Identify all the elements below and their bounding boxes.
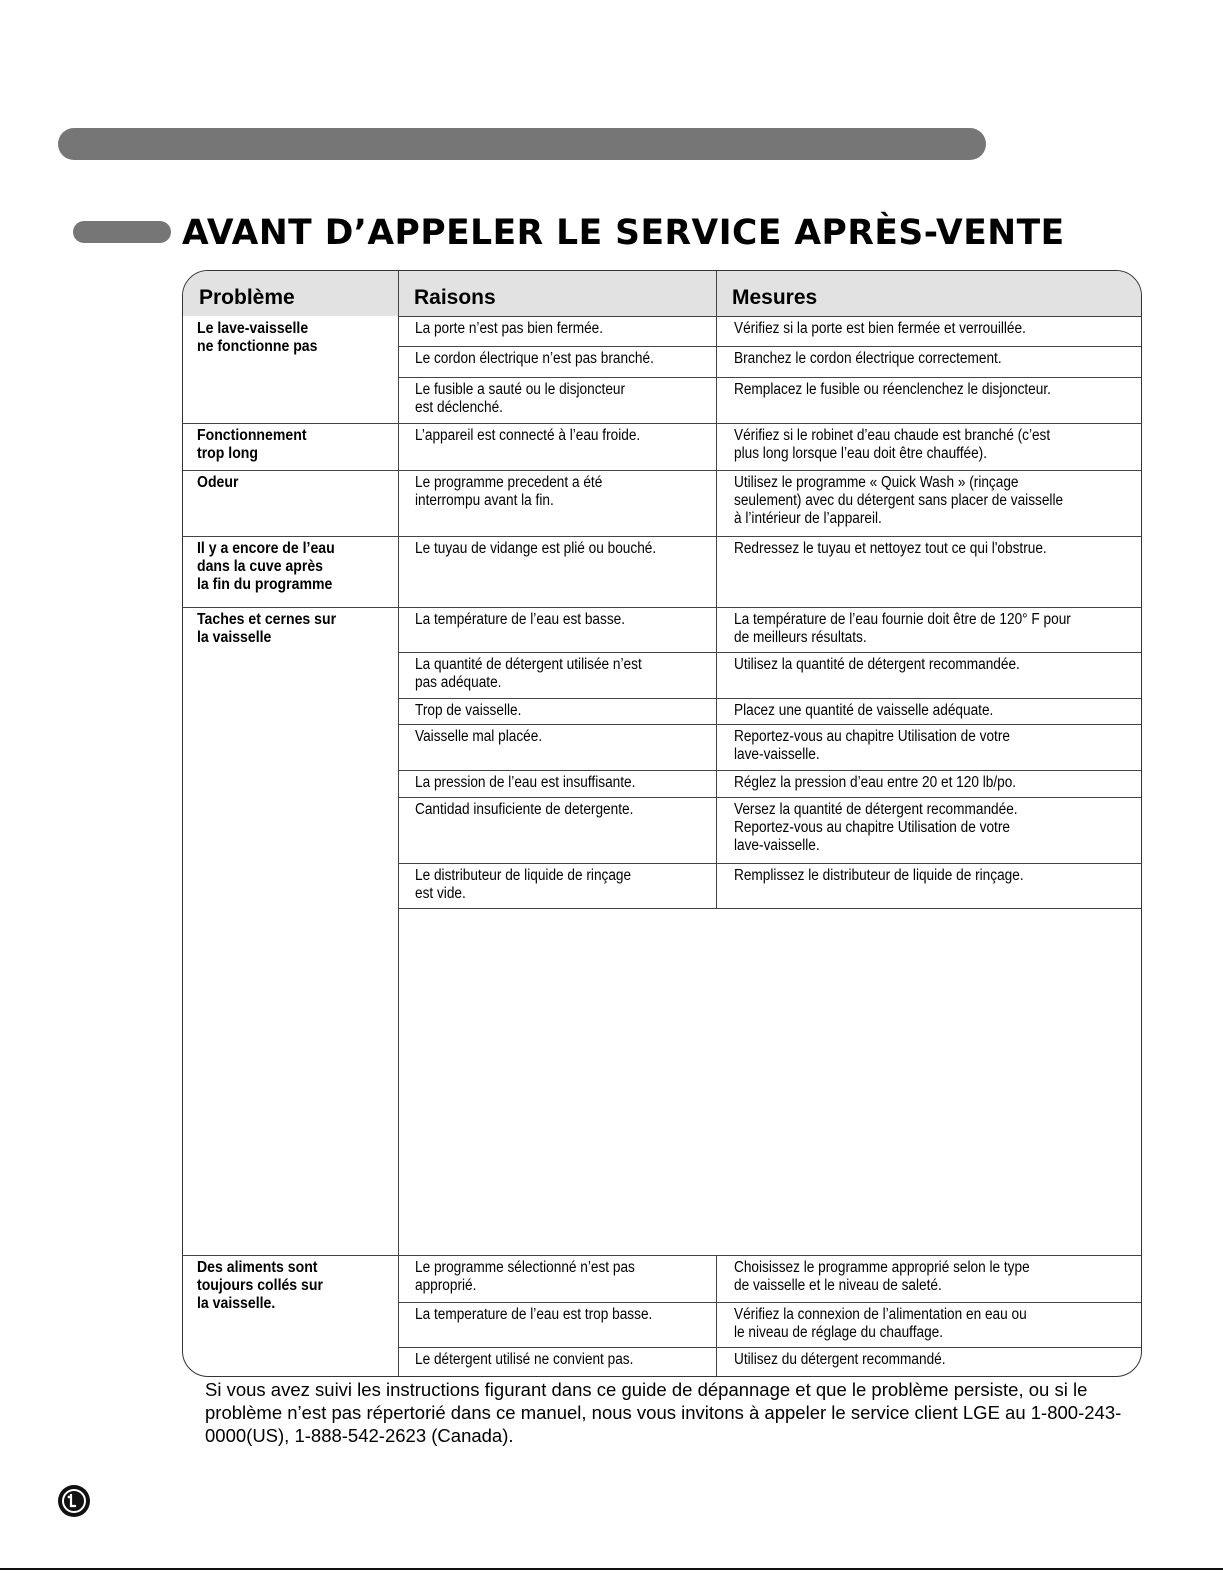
row-divider bbox=[398, 698, 1142, 699]
reason-cell: La quantité de détergent utilisée n’est pas adéquate. bbox=[415, 656, 642, 691]
column-divider bbox=[398, 271, 399, 1376]
reason-cell: La temperature de l’eau est trop basse. bbox=[415, 1306, 653, 1323]
row-divider bbox=[398, 908, 1142, 909]
row-divider bbox=[398, 316, 1142, 317]
measure-cell: Utilisez la quantité de détergent recommandée. bbox=[734, 656, 1020, 673]
section-divider bbox=[183, 470, 1142, 471]
measure-cell: Reportez-vous au chapitre Utilisation de votre lave-vaisselle. bbox=[734, 728, 1010, 763]
reason-cell: Cantidad insuficiente de detergente. bbox=[415, 801, 634, 818]
reason-cell: Le cordon électrique n’est pas branché. bbox=[415, 350, 654, 367]
measure-cell: Vérifiez si la porte est bien fermée et verrouillée. bbox=[734, 320, 1026, 337]
measure-cell: Utilisez du détergent recommandé. bbox=[734, 1351, 946, 1368]
problem-cell: Odeur bbox=[197, 474, 239, 491]
page-bottom-rule bbox=[0, 1568, 1223, 1570]
measure-cell: Utilisez le programme « Quick Wash » (rinçage seulement) avec du détergent sans placer de vaisselle à l’intérieur de l’appareil. bbox=[734, 474, 1064, 527]
reason-cell: Le détergent utilisé ne convient pas. bbox=[415, 1351, 634, 1368]
reason-cell: Le fusible a sauté ou le disjoncteur est déclenché. bbox=[415, 381, 626, 416]
problem-cell: Il y a encore de l’eau dans la cuve après la fin du programme bbox=[197, 540, 335, 593]
measure-cell: Remplissez le distributeur de liquide de rinçage. bbox=[734, 867, 1024, 884]
section-divider bbox=[183, 607, 1142, 608]
row-divider bbox=[398, 1302, 1142, 1303]
reason-cell: La porte n’est pas bien fermée. bbox=[415, 320, 604, 337]
measure-cell: Vérifiez la connexion de l’alimentation en eau ou le niveau de réglage du chauffage. bbox=[734, 1306, 1027, 1341]
measure-cell: Choisissez le programme approprié selon le type de vaisselle et le niveau de saleté. bbox=[734, 1259, 1030, 1294]
column-divider bbox=[716, 1255, 717, 1377]
reason-cell: La température de l’eau est basse. bbox=[415, 611, 626, 628]
reason-cell: Trop de vaisselle. bbox=[415, 702, 522, 719]
header-raisons: Raisons bbox=[414, 286, 496, 309]
problem-cell: Fonctionnement trop long bbox=[197, 427, 307, 462]
row-divider bbox=[398, 863, 1142, 864]
row-divider bbox=[398, 346, 1142, 347]
footer-note: Si vous avez suivi les instructions figurant dans ce guide de dépannage et que le problème persiste, ou si le problème n’est pas répertorié dans ce manuel, nous vous invitons à appeler le service client LGE au 1-800-243-0000(US), 1-888-542-2623 (Canada). bbox=[205, 1379, 1122, 1446]
header-probleme: Problème bbox=[199, 286, 295, 309]
measure-cell: Versez la quantité de détergent recommandée. Reportez-vous au chapitre Utilisation de votre lave-vaisselle. bbox=[734, 801, 1018, 854]
reason-cell: Le tuyau de vidange est plié ou bouché. bbox=[415, 540, 657, 557]
row-divider bbox=[398, 770, 1142, 771]
row-divider bbox=[398, 797, 1142, 798]
measure-cell: Branchez le cordon électrique correctement. bbox=[734, 350, 1002, 367]
problem-cell: Des aliments sont toujours collés sur la vaisselle. bbox=[197, 1259, 323, 1312]
row-divider bbox=[398, 652, 1142, 653]
row-divider bbox=[398, 1347, 1142, 1348]
top-decorative-bar bbox=[58, 128, 986, 160]
title-pill-marker bbox=[73, 221, 171, 243]
measure-cell: La température de l’eau fournie doit être de 120° F pour de meilleurs résultats. bbox=[734, 611, 1071, 646]
problem-cell: Taches et cernes sur la vaisselle bbox=[197, 611, 337, 646]
lg-logo-icon bbox=[58, 1485, 90, 1517]
section-divider bbox=[183, 536, 1142, 537]
measure-cell: Vérifiez si le robinet d’eau chaude est branché (c’est plus long lorsque l’eau doit être chauffée). bbox=[734, 427, 1051, 462]
row-divider bbox=[398, 724, 1142, 725]
troubleshooting-table bbox=[182, 270, 1142, 1377]
header-mesures: Mesures bbox=[732, 286, 818, 309]
section-divider bbox=[183, 423, 1142, 424]
measure-cell: Remplacez le fusible ou réenclenchez le disjoncteur. bbox=[734, 381, 1051, 398]
reason-cell: La pression de l’eau est insuffisante. bbox=[415, 774, 636, 791]
measure-cell: Redressez le tuyau et nettoyez tout ce qui l'obstrue. bbox=[734, 540, 1047, 557]
reason-cell: Le programme sélectionné n’est pas approprié. bbox=[415, 1259, 635, 1294]
reason-cell: Vaisselle mal placée. bbox=[415, 728, 543, 745]
reason-cell: Le programme precedent a été interrompu avant la fin. bbox=[415, 474, 603, 509]
column-divider bbox=[716, 271, 717, 908]
measure-cell: Placez une quantité de vaisselle adéquate. bbox=[734, 702, 994, 719]
page-title: AVANT D’APPELER LE SERVICE APRÈS-VENTE bbox=[182, 213, 1065, 253]
table-header-row bbox=[183, 271, 1141, 316]
reason-cell: Le distributeur de liquide de rinçage est vide. bbox=[415, 867, 632, 902]
reason-cell: L’appareil est connecté à l’eau froide. bbox=[415, 427, 641, 444]
measure-cell: Réglez la pression d’eau entre 20 et 120 lb/po. bbox=[734, 774, 1017, 791]
problem-cell: Le lave-vaisselle ne fonctionne pas bbox=[197, 320, 318, 355]
section-divider bbox=[183, 1255, 1142, 1256]
row-divider bbox=[398, 377, 1142, 378]
